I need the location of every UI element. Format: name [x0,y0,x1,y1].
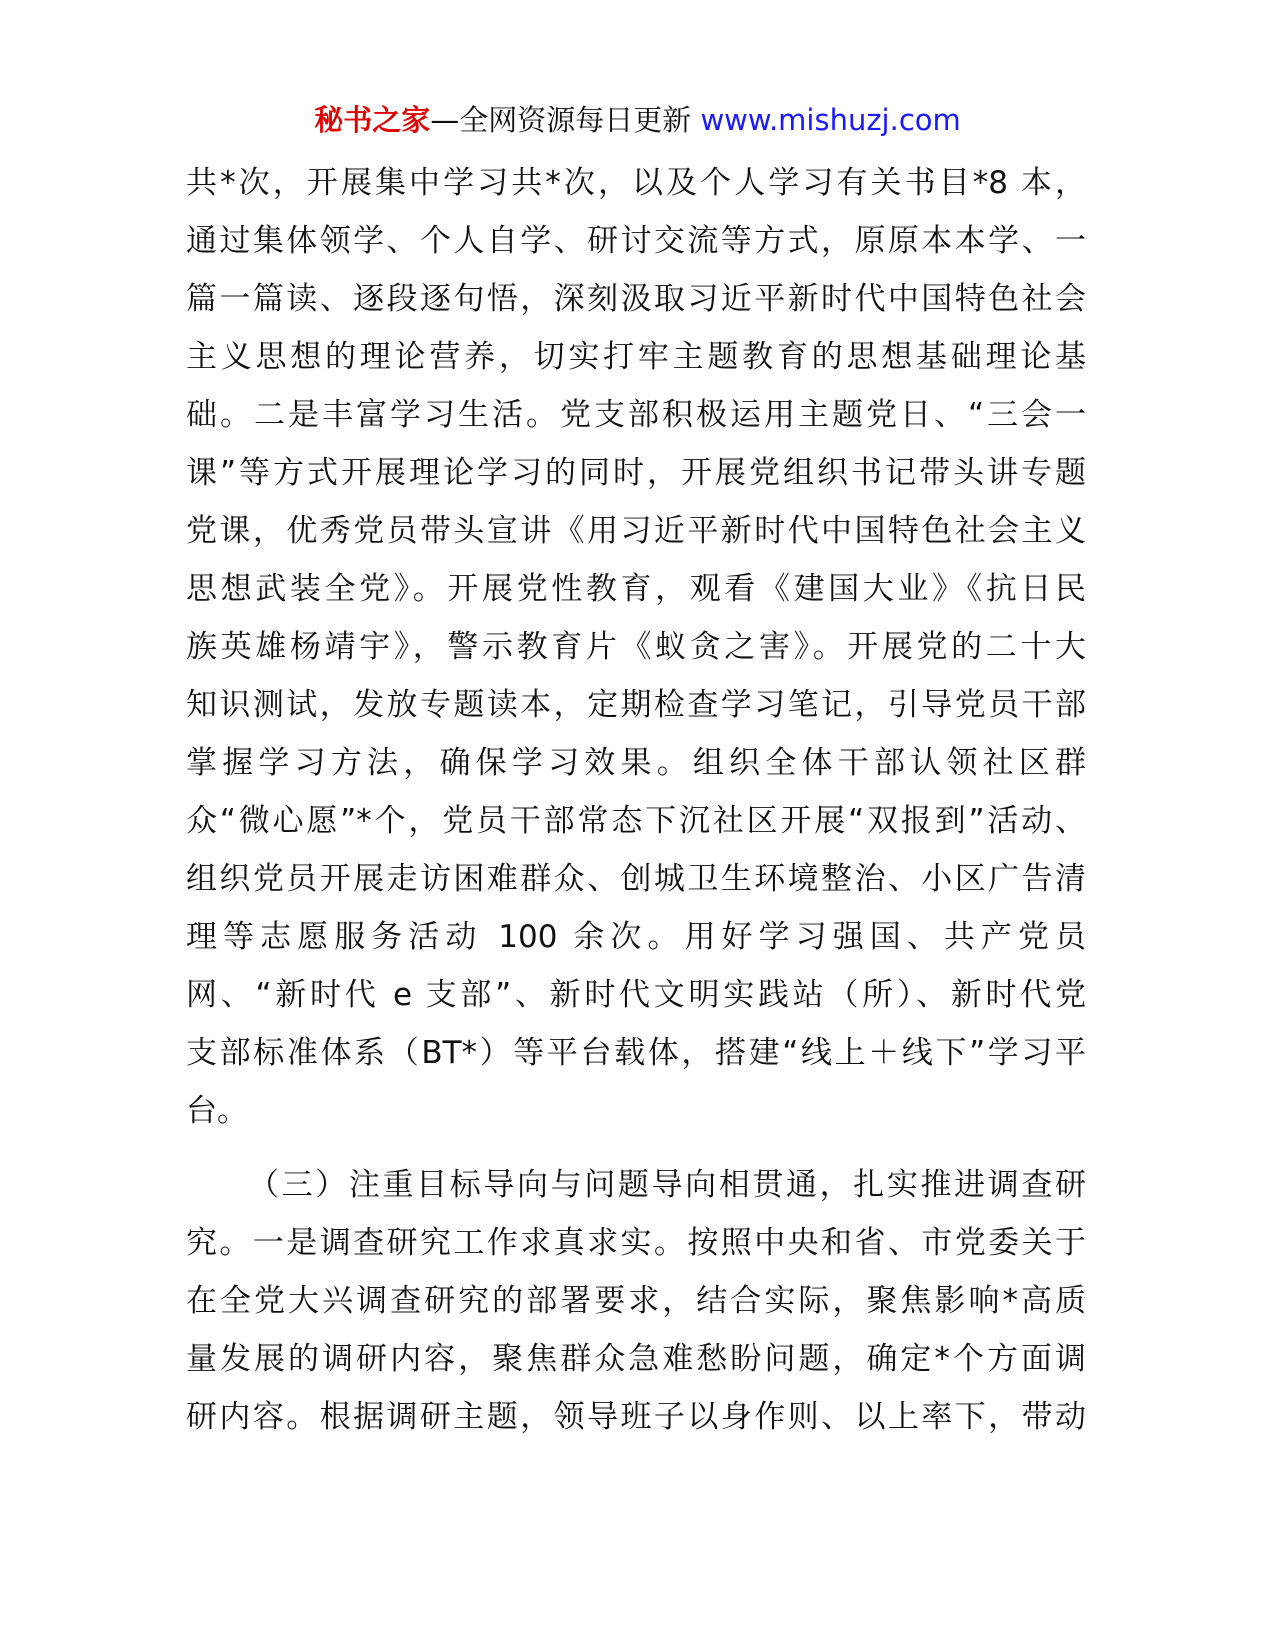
paragraph-line: 篇一篇读、逐段逐句悟，深刻汲取习近平新时代中国特色社会 [186,281,1086,317]
paragraph-line: 共*次，开展集中学习共*次，以及个人学习有关书目*8 本， [186,165,1086,201]
paragraph-line: 组织党员开展走访困难群众、创城卫生环境整治、小区广告清 [186,861,1086,897]
paragraph-line: 族英雄杨靖宇》，警示教育片《蚁贪之害》。开展党的二十大 [186,629,1086,665]
paragraph-line: 党课，优秀党员带头宣讲《用习近平新时代中国特色社会主义 [186,513,1086,549]
paragraph-line: 知识测试，发放专题读本，定期检查学习笔记，引导党员干部 [186,687,1086,723]
paragraph-line: 研内容。根据调研主题，领导班子以身作则、以上率下，带动 [186,1399,1086,1435]
paragraph-line: 量发展的调研内容，聚焦群众急难愁盼问题，确定*个方面调 [186,1341,1086,1377]
paragraph-line: 础。二是丰富学习生活。党支部积极运用主题党日、“三会一 [186,397,1086,433]
paragraph-line: 网、“新时代 e 支部”、新时代文明实践站（所）、新时代党 [186,977,1086,1013]
paragraph-line: 课”等方式开展理论学习的同时，开展党组织书记带头讲专题 [186,455,1086,491]
paragraph-line: 理等志愿服务活动 100 余次。用好学习强国、共产党员 [186,919,1086,955]
paragraph-line: 主义思想的理论营养，切实打牢主题教育的思想基础理论基 [186,339,1086,375]
paragraph-line: 在全党大兴调查研究的部署要求，结合实际，聚焦影响*高质 [186,1283,1086,1319]
website-link[interactable]: www.mishuzj.com [700,103,961,137]
page-header [0,100,1275,140]
paragraph-line: 台。 [186,1093,248,1129]
paragraph-1 [186,154,1086,1140]
paragraph-line: 究。一是调查研究工作求真求实。按照中央和省、市党委关于 [186,1225,1086,1261]
paragraph-line: 掌握学习方法，确保学习效果。组织全体干部认领社区群 [186,745,1086,781]
paragraph-line: 支部标准体系（BT*）等平台载体，搭建“线上＋线下”学习平 [186,1035,1086,1071]
header-tagline: —全网资源每日更新 [430,103,701,137]
paragraph-line: 通过集体领学、个人自学、研讨交流等方式，原原本本学、一 [186,223,1086,259]
paragraph-line: 众“微心愿”*个，党员干部常态下沉社区开展“双报到”活动、 [186,803,1086,839]
brand-name: 秘书之家 [314,103,431,137]
section-heading-line: （三）注重目标导向与问题导向相贯通，扎实推进调查研 [248,1167,1086,1203]
paragraph-line: 思想武装全党》。开展党性教育，观看《建国大业》《抗日民 [186,571,1086,607]
paragraph-2 [186,1156,1086,1446]
